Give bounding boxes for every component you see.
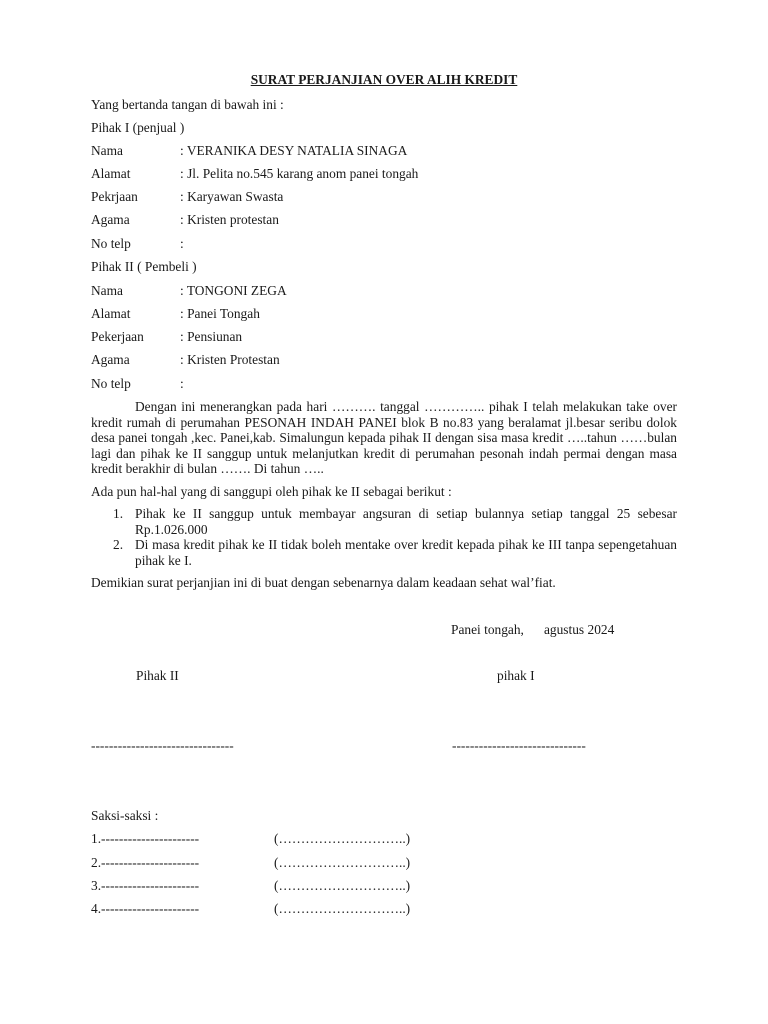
- document-title: SURAT PERJANJIAN OVER ALIH KREDIT: [250, 72, 518, 87]
- term-number: 2.: [113, 537, 124, 552]
- pihak1-name-value: : VERANIKA DESY NATALIA SINAGA: [180, 143, 408, 158]
- pihak1-job-value: : Karyawan Swasta: [180, 189, 284, 204]
- pihak2-name-value: : TONGONI ZEGA: [180, 283, 287, 298]
- term-text: Di masa kredit pihak ke II tidak boleh mentake over kredit kepada pihak ke III tanpa sepengetahuan pihak ke I.: [135, 537, 677, 568]
- pihak2-job-value: : Pensiunan: [180, 329, 243, 344]
- term-item: [91, 537, 677, 568]
- pihak2-job-label: Pekerjaan: [91, 329, 144, 344]
- pihak2-religion-value: : Kristen Protestan: [180, 352, 280, 367]
- witness-heading: Saksi-saksi :: [91, 808, 159, 823]
- pihak2-religion-label: Agama: [91, 352, 130, 367]
- terms-list: [91, 506, 677, 568]
- term-number: 1.: [113, 506, 124, 521]
- signature-right-line: ------------------------------: [452, 738, 586, 753]
- witness-name-blank: (………………………..): [274, 831, 411, 846]
- pihak1-religion-value: : Kristen protestan: [180, 212, 279, 227]
- intro-text: Yang bertanda tangan di bawah ini :: [91, 97, 284, 112]
- signature-left-label: Pihak II: [136, 668, 179, 683]
- pihak1-phone-label: No telp: [91, 236, 131, 251]
- witness-name-blank: (………………………..): [274, 878, 411, 893]
- pihak2-address-label: Alamat: [91, 306, 131, 321]
- signature-left-line: --------------------------------: [91, 738, 234, 753]
- witness-line: 1.----------------------: [91, 831, 200, 846]
- pihak1-name-label: Nama: [91, 143, 123, 158]
- term-item: [91, 506, 677, 537]
- pihak2-name-label: Nama: [91, 283, 123, 298]
- witness-line: 4.----------------------: [91, 901, 200, 916]
- pihak1-religion-label: Agama: [91, 212, 130, 227]
- pihak2-address-value: : Panei Tongah: [180, 306, 260, 321]
- pihak1-job-label: Pekrjaan: [91, 189, 138, 204]
- witness-name-blank: (………………………..): [274, 901, 411, 916]
- place-date: Panei tongah, agustus 2024: [451, 622, 615, 637]
- body-paragraph: Dengan ini menerangkan pada hari ………. tanggal ………….. pihak I telah melakukan take over kredit rumah di perumahan PESONAH INDAH PANEI blok B no.83 yang beralamat jl.besar seribu dolok desa panei tongah ,kec. Panei,kab. Simalungun kepada pihak II dengan sisa masa kredit …..tahun ……bulan lagi dan pihak ke II sanggup untuk melanjutkan kredit di perumahan pesonah indah permai dengan masa kredit berakhir di bulan ……. Di tahun …..: [91, 399, 677, 476]
- agreement-intro: Ada pun hal-hal yang di sanggupi oleh pihak ke II sebagai berikut :: [91, 484, 452, 499]
- witness-line: 2.----------------------: [91, 855, 200, 870]
- pihak2-phone-label: No telp: [91, 376, 131, 391]
- pihak1-phone-value: :: [180, 236, 184, 251]
- pihak1-heading: Pihak I (penjual ): [91, 120, 185, 135]
- closing-statement: Demikian surat perjanjian ini di buat dengan sebenarnya dalam keadaan sehat wal’fiat.: [91, 575, 556, 590]
- signature-right-label: pihak I: [497, 668, 535, 683]
- term-text: Pihak ke II sanggup untuk membayar angsuran di setiap bulannya setiap tanggal 25 sebesar Rp.1.026.000: [135, 506, 677, 537]
- pihak1-address-label: Alamat: [91, 166, 131, 181]
- pihak1-address-value: : Jl. Pelita no.545 karang anom panei tongah: [180, 166, 419, 181]
- witness-name-blank: (………………………..): [274, 855, 411, 870]
- pihak2-phone-value: :: [180, 376, 184, 391]
- witness-line: 3.----------------------: [91, 878, 200, 893]
- pihak2-heading: Pihak II ( Pembeli ): [91, 259, 197, 274]
